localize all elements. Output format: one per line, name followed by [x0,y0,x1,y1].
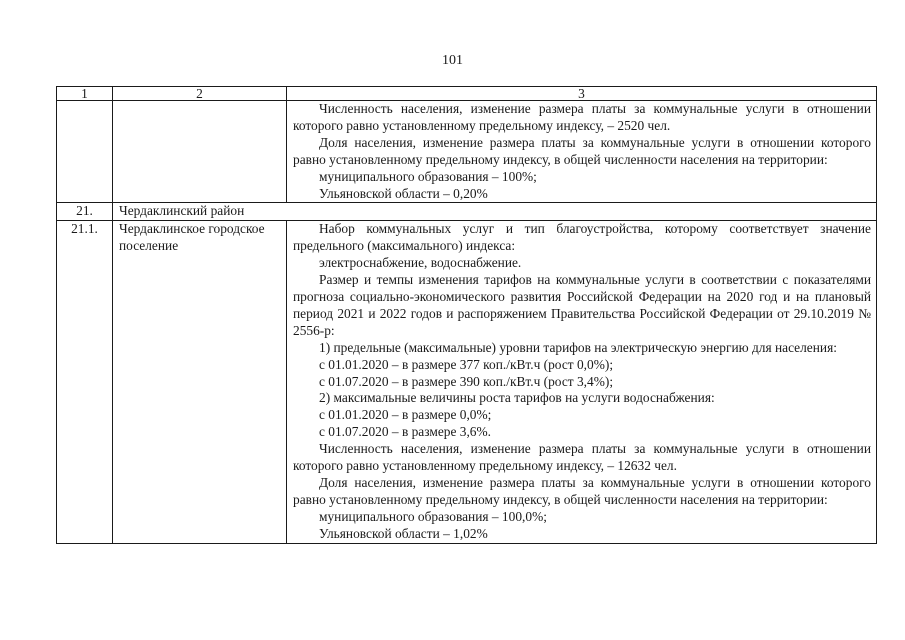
table-row-district [57,203,877,221]
column-header-1: 1 [57,87,113,101]
paragraph: муниципального образования – 100%; [319,168,537,184]
table-row-settlement [57,221,877,543]
settlement-name: Чердаклинское городское поселение [113,221,287,543]
row-number-cell [57,101,113,203]
paragraph: с 01.07.2020 – в размере 390 коп./кВт.ч (рост 3,4%); [319,373,614,389]
paragraph: Доля населения, изменение размера платы за коммунальные услуги в отношении которого равно установленному предельному индексу, в общей численности населения на территории: [293,474,871,507]
paragraph: Размер и темпы изменения тарифов на коммунальные услуги в соответствии с показателями прогноза социально-экономического развития Российской Федерации на 2020 год и на плановый период 2021 и 2022 годов и распоряжением Правительства Российской Федерации от 29.10.2019 № 2556-р: [293,272,871,338]
tariff-table [56,86,877,544]
paragraph: с 01.01.2020 – в размере 377 коп./кВт.ч (рост 0,0%); [319,356,614,372]
table-row-continued [57,101,877,203]
table-header-row [57,87,877,101]
paragraph: муниципального образования – 100,0%; [319,508,547,524]
row-name-cell [113,101,287,203]
page-number: 101 [442,53,463,68]
paragraph: Численность населения, изменение размера платы за коммунальные услуги в отношении которого равно установленному предельному индексу, – 12632 чел. [293,441,871,474]
district-name: Чердаклинский район [113,203,877,221]
column-header-3: 3 [287,87,877,101]
paragraph: Численность населения, изменение размера платы за коммунальные услуги в отношении которого равно установленному предельному индексу, – 2520 чел. [293,101,871,133]
settlement-content-cell [287,221,877,543]
row-content-cell [287,101,877,203]
column-header-2: 2 [113,87,287,101]
paragraph: с 01.01.2020 – в размере 0,0%; [319,407,492,423]
paragraph: электроснабжение, водоснабжение. [319,255,522,271]
paragraph: 2) максимальные величины роста тарифов на услуги водоснабжения: [319,390,715,406]
paragraph: Ульяновской области – 1,02% [319,525,488,541]
paragraph: с 01.07.2020 – в размере 3,6%. [319,424,491,440]
paragraph: 1) предельные (максимальные) уровни тарифов на электрическую энергию для населения: [319,339,837,355]
settlement-number: 21.1. [57,221,113,543]
paragraph: Набор коммунальных услуг и тип благоустройства, которому соответствует значение предельного (максимального) индекса: [293,221,871,254]
paragraph: Ульяновской области – 0,20% [319,185,488,201]
district-number: 21. [57,203,113,221]
paragraph: Доля населения, изменение размера платы за коммунальные услуги в отношении которого равно установленному предельному индексу, в общей численности населения на территории: [293,134,871,167]
